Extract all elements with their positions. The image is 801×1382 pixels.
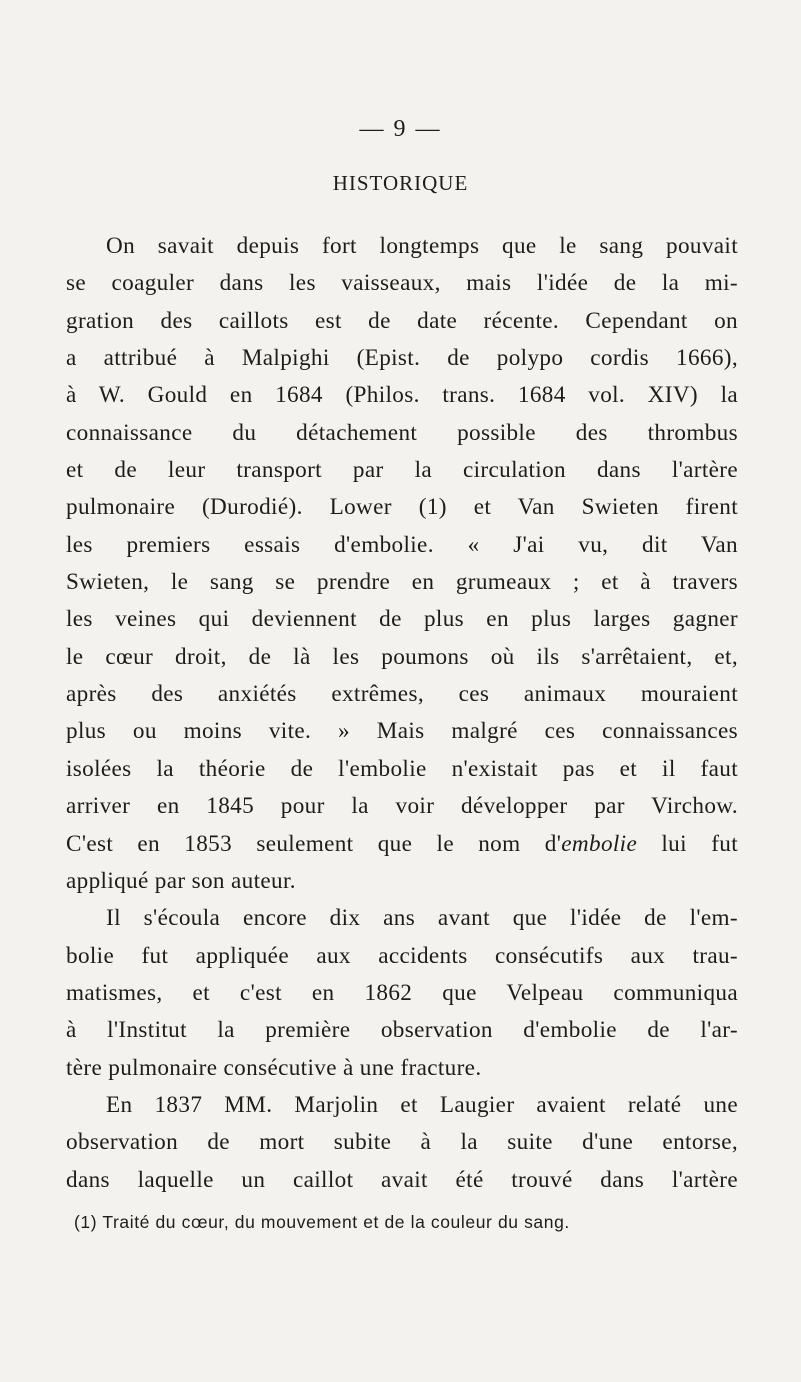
text-line: appliqué par son auteur. <box>66 867 296 894</box>
text-line: et de leur transport par la circulation dans l'artère <box>66 457 738 484</box>
text-line: bolie fut appliquée aux accidents consécutifs aux trau- <box>66 942 738 969</box>
text-line: gration des caillots est de date récente. Cependant on <box>66 307 738 334</box>
text-line: Il s'écoula encore dix ans avant que l'idée de l'em- <box>106 905 738 932</box>
text-line: observation de mort subite à la suite d'une entorse, <box>66 1129 738 1156</box>
text-line: les premiers essais d'embolie. « J'ai vu, dit Van <box>66 531 738 558</box>
italic-term: embolie <box>561 830 638 857</box>
page-number: — 9 — <box>359 116 442 142</box>
text-line-with-italic <box>66 826 738 863</box>
text-line: à W. Gould en 1684 (Philos. trans. 1684 vol. XIV) la <box>66 382 738 409</box>
text-line: après des anxiétés extrêmes, ces animaux mouraient <box>66 681 738 708</box>
text-line: arriver en 1845 pour la voir développer par Virchow. <box>66 793 738 820</box>
body-text <box>66 228 738 1199</box>
text-line: On savait depuis fort longtemps que le sang pouvait <box>106 233 738 259</box>
text-line: à l'Institut la première observation d'embolie de l'ar- <box>66 1017 738 1044</box>
text-line: a attribué à Malpighi (Epist. de polypo cordis 1666), <box>66 345 738 372</box>
text-line: plus ou moins vite. » Mais malgré ces connaissances <box>66 718 738 745</box>
text-line: tère pulmonaire consécutive à une fracture. <box>66 1054 482 1081</box>
footnote: (1) Traité du cœur, du mouvement et de la couleur du sang. <box>74 1212 570 1232</box>
text-line: matismes, et c'est en 1862 que Velpeau communiqua <box>66 979 738 1006</box>
text-line: Swieten, le sang se prendre en grumeaux ; et à travers <box>66 569 738 596</box>
text-line: le cœur droit, de là les poumons où ils s'arrêtaient, et, <box>66 643 738 670</box>
text-line: isolées la théorie de l'embolie n'existait pas et il faut <box>66 755 738 782</box>
text-line: pulmonaire (Durodié). Lower (1) et Van Swieten firent <box>66 494 738 521</box>
text-line: En 1837 MM. Marjolin et Laugier avaient relaté une <box>106 1091 738 1118</box>
text-fragment: lui fut <box>637 830 738 857</box>
text-line: connaissance du détachement possible des thrombus <box>66 419 738 446</box>
text-line: les veines qui deviennent de plus en plus larges gagner <box>66 606 738 633</box>
text-fragment: C'est en 1853 seulement que le nom d' <box>66 830 562 857</box>
text-line: se coaguler dans les vaisseaux, mais l'idée de la mi- <box>66 270 738 297</box>
text-line: dans laquelle un caillot avait été trouvé dans l'artère <box>66 1166 738 1193</box>
section-heading: HISTORIQUE <box>332 171 469 195</box>
